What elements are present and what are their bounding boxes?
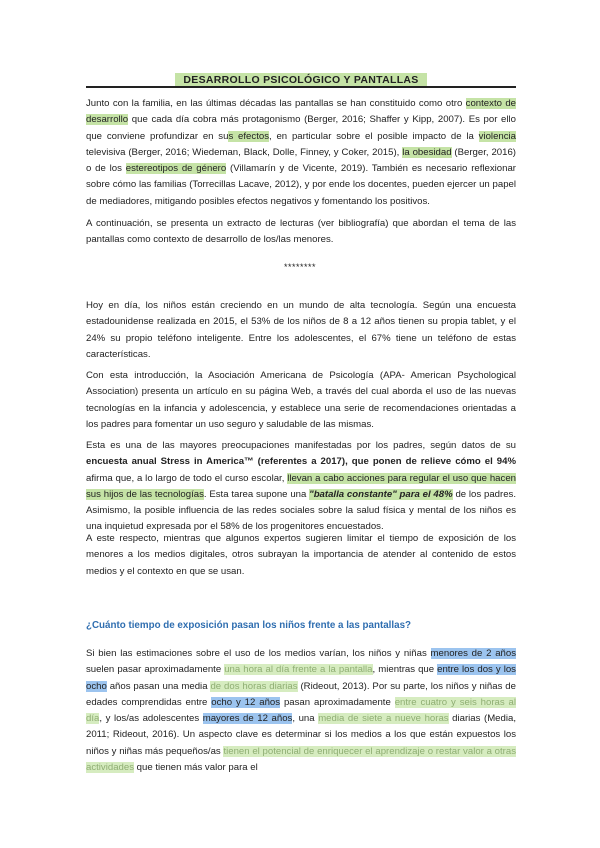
text-run: Si bien las estimaciones sobre el uso de los medios varían, los niños y niñas [86,648,431,659]
paragraph-survey: Hoy en día, los niños están creciendo en un mundo de alta tecnología. Según una encuesta estadounidense realizada en 2015, el 53% de los niños de 8 a 12 años tienen su propia tablet, y el 24% su propio teléfono inteligente. Entre los adolescentes, el 67% tiene un teléfono de estas características. [86,300,516,360]
highlight-green: entre cuatro y seis horas al día [86,696,517,725]
highlight-green: tienen el potencial de enriquecer el aprendizaje o restar valor a otras actividades [86,745,516,774]
highlight-green: de dos horas diarias [210,680,298,692]
highlight-blue: mayores de 12 años [202,713,293,725]
text-run: televisiva (Berger, 2016; Wiedeman, Black, Dolle, Finney, y Coker, 2015), [86,146,403,158]
bold-text: encuesta anual Stress in America™ (referentes a 2017), que ponen de relieve cómo el 94% [86,456,516,468]
text-run: que cada día cobra más protagonismo (Berger, 2016; Shaffer y Kipp, 2007). Es por ello que conviene profundizar en su [86,114,516,142]
text-run: Junto con la familia, en las últimas décadas las pantallas se han constituido como otro [86,98,466,109]
paragraph-intro [86,96,516,210]
highlight-green: la obesidad [402,146,452,158]
document-title: DESARROLLO PSICOLÓGICO Y PANTALLAS [175,73,426,87]
text-run: pasan aproximadamente [280,696,395,708]
text-run: de los padres. Asimismo, la posible influencia de las redes sociales sobre la salud física y mental de los niños es una inquietud expresada por el 58% de los progenitores encuestados. [86,488,516,533]
highlight-green: una hora al día frente a la pantalla [224,664,373,676]
paragraph-parents-concern [86,438,516,536]
text-run: que tienen más valor para el [134,762,258,774]
text-run: suelen pasar aproximadamente [86,664,225,676]
text-run: . Esta tarea supone una [203,488,310,500]
highlight-green: llevan a cabo acciones para regular el uso que hacen sus hijos de las tecnologías [86,472,516,500]
highlight-green: violencia [478,130,517,142]
highlight-green-italic: "batalla constante" para el 48% [309,488,453,500]
highlight-green: estereotipos de género [125,163,227,175]
text-run: años pasan una media [106,680,211,692]
text-run: , una [292,713,319,725]
text-run: , en particular sobre el posible impacto de la [269,130,479,142]
paragraph-experts: A este respecto, mientras que algunos expertos sugieren limitar el tiempo de exposición de los menores a los medios digitales, otros subrayan la importancia de atender al contenido de estos medios y el contexto en que se usan. [86,533,516,577]
text-run: (Villamarín y de Vicente, 2019). También es necesario reflexionar sobre cómo las familias (Torrecillas Lacave, 2012), y por ende los docentes, pueden ejercer un papel de mediadores, mitigando posibles efectos negativos y fomentando los positivos. [86,163,516,207]
highlight-blue: menores de 2 años [430,648,516,659]
highlight-green: media de siete a nueve horas [318,713,449,725]
highlight-blue: ocho y 12 años [211,696,281,708]
text-run: (Rideout, 2013). Por su parte, los niños y niñas de edades comprendidas entre [86,680,516,708]
paragraph-extract-note: A continuación, se presenta un extracto de lecturas (ver bibliografía) que abordan el tema de las pantallas como contexto de desarrollo de los/las menores. [86,218,516,246]
separator-stars: ******** [283,262,317,272]
section-heading: ¿Cuánto tiempo de exposición pasan los niños frente a las pantallas? [86,620,411,631]
paragraph-apa: Con esta introducción, la Asociación Americana de Psicología (APA- American Psychological Association) presenta un artículo en su página Web, a través del cual aborda el uso de las nuevas tecnologías en la infancia y adolescencia, y establece una serie de recomendaciones orientadas a los padres para fomentar un uso seguro y saludable de las mismas. [86,370,516,430]
text-run: afirma que, a lo largo de todo el curso escolar, [86,472,288,484]
text-run: , mientras que [372,664,438,676]
highlight-blue: entre los dos y los ocho [86,664,516,692]
text-run: , y los/as adolescentes [99,713,203,725]
text-run: (Berger, 2016) o de los [86,146,516,175]
text-run: diarias (Media, 2011; Rideout, 2016). Un aspecto clave es determinar si los medios a los que están expuestos los niños y niñas más pequeños/as [86,713,516,757]
title-underline [86,86,516,88]
paragraph-exposure [86,646,516,776]
highlight-green: s efectos [228,130,269,142]
text-run: Esta es una de las mayores preocupaciones manifestadas por los padres, según datos de su [86,440,516,451]
highlight-green: contexto de desarrollo [86,98,516,126]
